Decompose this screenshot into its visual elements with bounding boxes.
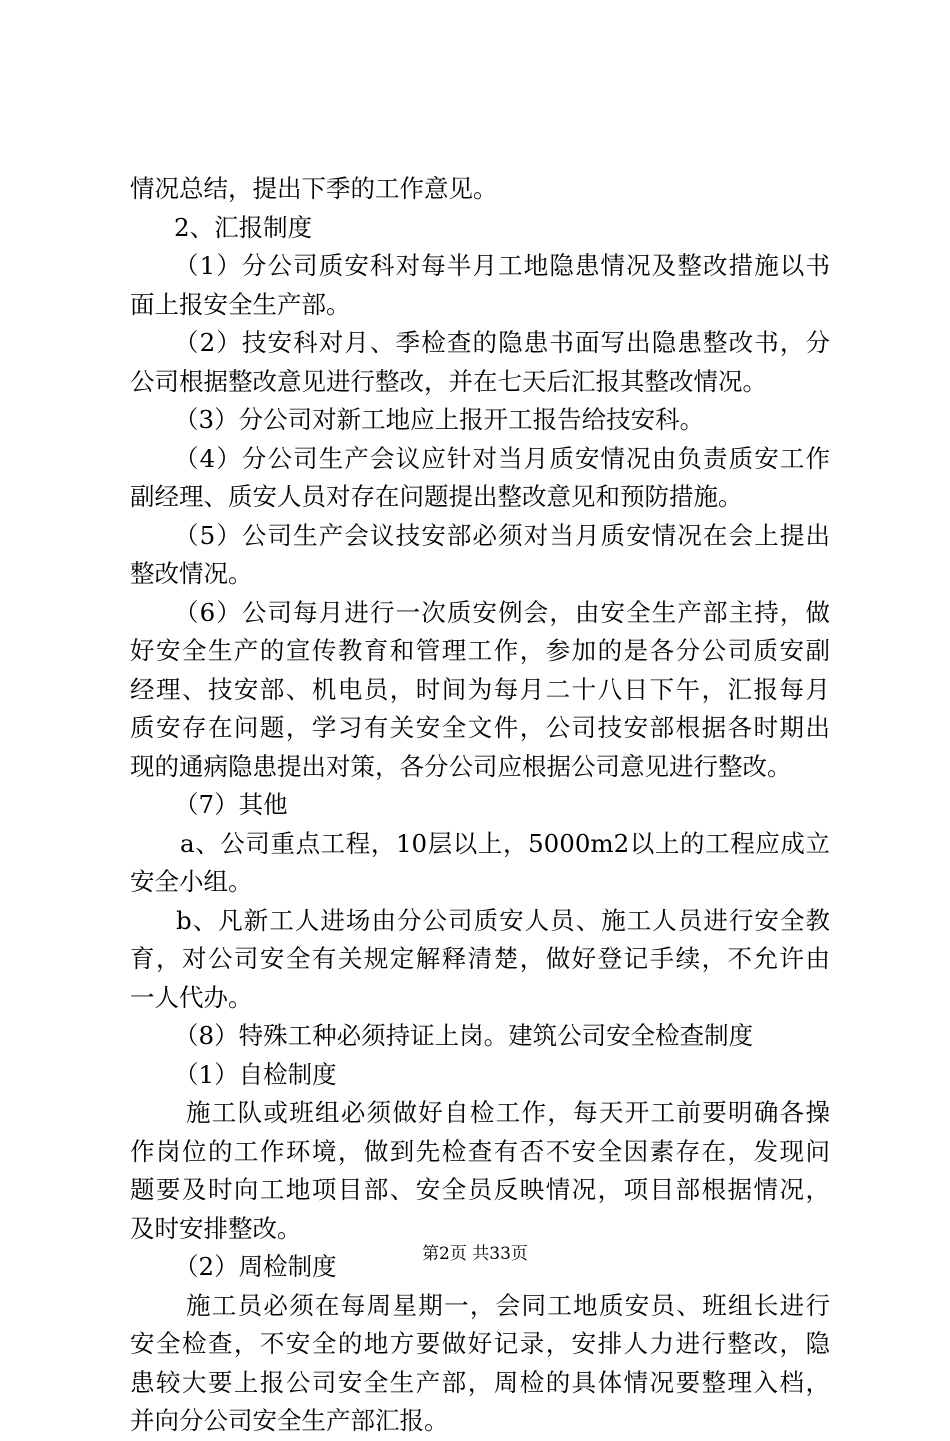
text-line: a、公司重点工程，10层以上，5000m2以上的工程应成立 bbox=[180, 828, 830, 858]
text-line: 患较大要上报公司安全生产部，周检的具体情况要整理入档， bbox=[130, 1367, 830, 1397]
text-line: （5）公司生产会议技安部必须对当月质安情况在会上提出 bbox=[174, 520, 830, 550]
text-line: （4）分公司生产会议应针对当月质安情况由负责质安工作 bbox=[174, 443, 830, 473]
text-line: 安全检查，不安全的地方要做好记录，安排人力进行整改，隐 bbox=[130, 1329, 830, 1358]
text-line: 育，对公司安全有关规定解释清楚，做好登记手续，不允许由 bbox=[130, 944, 830, 973]
text-line: 好安全生产的宣传教育和管理工作，参加的是各分公司质安副 bbox=[130, 636, 830, 665]
text-line: b、凡新工人进场由分公司质安人员、施工人员进行安全教 bbox=[176, 905, 830, 935]
text-line: 并向分公司安全生产部汇报。 bbox=[130, 1406, 449, 1435]
text-line: 施工员必须在每周星期一，会同工地质安员、班组长进行 bbox=[186, 1290, 830, 1320]
text-line: 副经理、质安人员对存在问题提出整改意见和预防措施。 bbox=[130, 482, 743, 511]
text-line: 面上报安全生产部。 bbox=[130, 289, 351, 319]
page-footer: 第2页 共33页 bbox=[422, 1244, 528, 1264]
text-line: 经理、技安部、机电员，时间为每月二十八日下午，汇报每月 bbox=[130, 674, 830, 704]
text-line: 情况总结，提出下季的工作意见。 bbox=[130, 174, 498, 203]
text-line: 2、汇报制度 bbox=[174, 212, 313, 242]
text-line: 公司根据整改意见进行整改，并在七天后汇报其整改情况。 bbox=[130, 366, 767, 396]
text-line: 整改情况。 bbox=[130, 559, 253, 588]
text-line: （7）其他 bbox=[174, 790, 288, 819]
text-line: 现的通病隐患提出对策，各分公司应根据公司意见进行整改。 bbox=[130, 751, 792, 781]
text-line: 作岗位的工作环境，做到先检查有否不安全因素存在，发现问 bbox=[130, 1136, 830, 1166]
text-line: 安全小组。 bbox=[130, 867, 253, 896]
text-line: 题要及时向工地项目部、安全员反映情况，项目部根据情况， bbox=[130, 1175, 830, 1204]
text-line: 施工队或班组必须做好自检工作，每天开工前要明确各操 bbox=[186, 1098, 830, 1127]
text-line: 一人代办。 bbox=[130, 982, 253, 1012]
text-line: 质安存在问题，学习有关安全文件，公司技安部根据各时期出 bbox=[130, 713, 830, 742]
text-line: （6）公司每月进行一次质安例会，由安全生产部主持，做 bbox=[174, 597, 830, 627]
text-line: （3）分公司对新工地应上报开工报告给技安科。 bbox=[174, 405, 705, 434]
text-line: （2）技安科对月、季检查的隐患书面写出隐患整改书，分 bbox=[174, 328, 830, 357]
text-line: （1）分公司质安科对每半月工地隐患情况及整改措施以书 bbox=[174, 251, 830, 280]
text-line: （1）自检制度 bbox=[174, 1059, 337, 1089]
text-line: 及时安排整改。 bbox=[130, 1213, 302, 1243]
text-line: （2）周检制度 bbox=[174, 1252, 337, 1281]
text-line: （8）特殊工种必须持证上岗。建筑公司安全检查制度 bbox=[174, 1021, 754, 1050]
